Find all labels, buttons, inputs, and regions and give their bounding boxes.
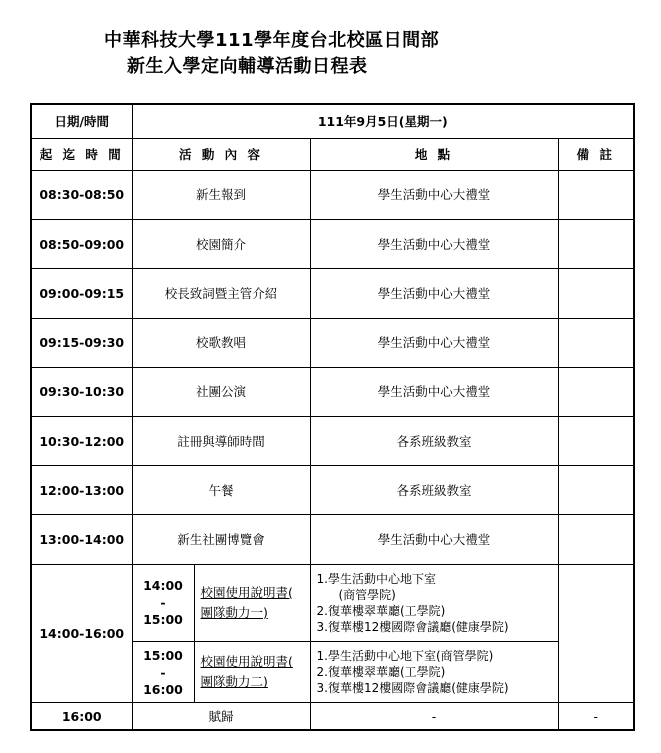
activity-cell: 新生社團博覽會: [132, 515, 310, 564]
table-row: [31, 318, 634, 367]
note-cell: [558, 367, 634, 416]
table-row: [31, 466, 634, 515]
location-line: 1.學生活動中心地下室: [316, 571, 436, 586]
location-line: 2.復華樓翠華廳(工學院): [316, 665, 446, 680]
split-row-1: [31, 564, 634, 641]
location-line: 2.復華樓翠華廳(工學院): [316, 603, 446, 618]
activity-cell: 社團公演: [132, 367, 310, 416]
sub-activity-line: 校園使用說明書(: [200, 654, 293, 670]
title-line-1: 中華科技大學111學年度台北校區日間部: [104, 30, 440, 51]
note-cell: [558, 220, 634, 269]
column-header-row: [31, 138, 634, 170]
col-header-note: 備 註: [558, 138, 634, 170]
location-cell: 學生活動中心大禮堂: [310, 269, 558, 318]
date-value: 111年9月5日(星期一): [132, 104, 634, 138]
activity-cell: 校長致詞暨主管介紹: [132, 269, 310, 318]
title-line-2: 新生入學定向輔導活動日程表: [127, 56, 368, 77]
note-cell: [558, 466, 634, 515]
note-cell: -: [558, 703, 634, 730]
sub-activity-line: 校園使用說明書(: [200, 584, 293, 600]
sub-end-time: 15:00: [143, 612, 183, 628]
location-cell: 學生活動中心大禮堂: [310, 318, 558, 367]
time-cell: 13:00-14:00: [31, 515, 132, 564]
date-header-row: [31, 104, 634, 138]
sub-activity-line: 團隊動力一): [200, 604, 268, 620]
time-cell: 10:30-12:00: [31, 416, 132, 465]
sub-location-cell: [310, 564, 558, 641]
activity-cell: 午餐: [132, 466, 310, 515]
sub-start-time: 14:00: [143, 578, 183, 594]
activity-cell: 新生報到: [132, 170, 310, 219]
time-cell: 12:00-13:00: [31, 466, 132, 515]
sub-activity-cell: [194, 642, 310, 703]
location-cell: 學生活動中心大禮堂: [310, 220, 558, 269]
activity-cell: 註冊與導師時間: [132, 416, 310, 465]
table-row: [31, 220, 634, 269]
sub-location-cell: [310, 642, 558, 703]
schedule-table: [30, 103, 635, 731]
location-line: 3.復華樓12樓國際會議廳(健康學院): [316, 681, 509, 696]
time-cell: 08:50-09:00: [31, 220, 132, 269]
date-time-label: 日期/時間: [31, 104, 132, 138]
sub-end-time: 16:00: [143, 681, 183, 697]
table-row: [31, 170, 634, 219]
activity-cell: 校園簡介: [132, 220, 310, 269]
note-cell: [558, 564, 634, 703]
time-cell: 09:15-09:30: [31, 318, 132, 367]
note-cell: [558, 318, 634, 367]
note-cell: [558, 416, 634, 465]
note-cell: [558, 170, 634, 219]
note-cell: [558, 269, 634, 318]
time-cell: 09:00-09:15: [31, 269, 132, 318]
location-cell: -: [310, 703, 558, 730]
col-header-location: 地 點: [310, 138, 558, 170]
activity-cell: 賦歸: [132, 703, 310, 730]
sub-time-dash: -: [160, 664, 166, 680]
table-row: [31, 515, 634, 564]
sub-start-time: 15:00: [143, 647, 183, 663]
col-header-time: 起 迄 時 間: [31, 138, 132, 170]
location-cell: 學生活動中心大禮堂: [310, 367, 558, 416]
location-cell: 各系班級教室: [310, 466, 558, 515]
time-cell: 08:30-08:50: [31, 170, 132, 219]
sub-activity-cell: [194, 564, 310, 641]
sub-time-cell: [132, 642, 194, 703]
location-line: 3.復華樓12樓國際會議廳(健康學院): [316, 619, 509, 634]
sub-time-dash: -: [160, 595, 166, 611]
location-cell: 學生活動中心大禮堂: [310, 515, 558, 564]
location-line: 1.學生活動中心地下室(商管學院): [316, 649, 494, 664]
col-header-activity: 活 動 內 容: [132, 138, 310, 170]
table-row: [31, 269, 634, 318]
note-cell: [558, 515, 634, 564]
table-row-last: [31, 703, 634, 730]
time-cell: 09:30-10:30: [31, 367, 132, 416]
split-time-cell: 14:00-16:00: [31, 564, 132, 703]
table-row: [31, 416, 634, 465]
location-cell: 各系班級教室: [310, 416, 558, 465]
location-cell: 學生活動中心大禮堂: [310, 170, 558, 219]
time-cell: 16:00: [31, 703, 132, 730]
table-row: [31, 367, 634, 416]
activity-cell: 校歌教唱: [132, 318, 310, 367]
sub-activity-line: 團隊動力二): [200, 674, 268, 690]
sub-time-cell: [132, 564, 194, 641]
location-line: (商管學院): [338, 587, 396, 602]
